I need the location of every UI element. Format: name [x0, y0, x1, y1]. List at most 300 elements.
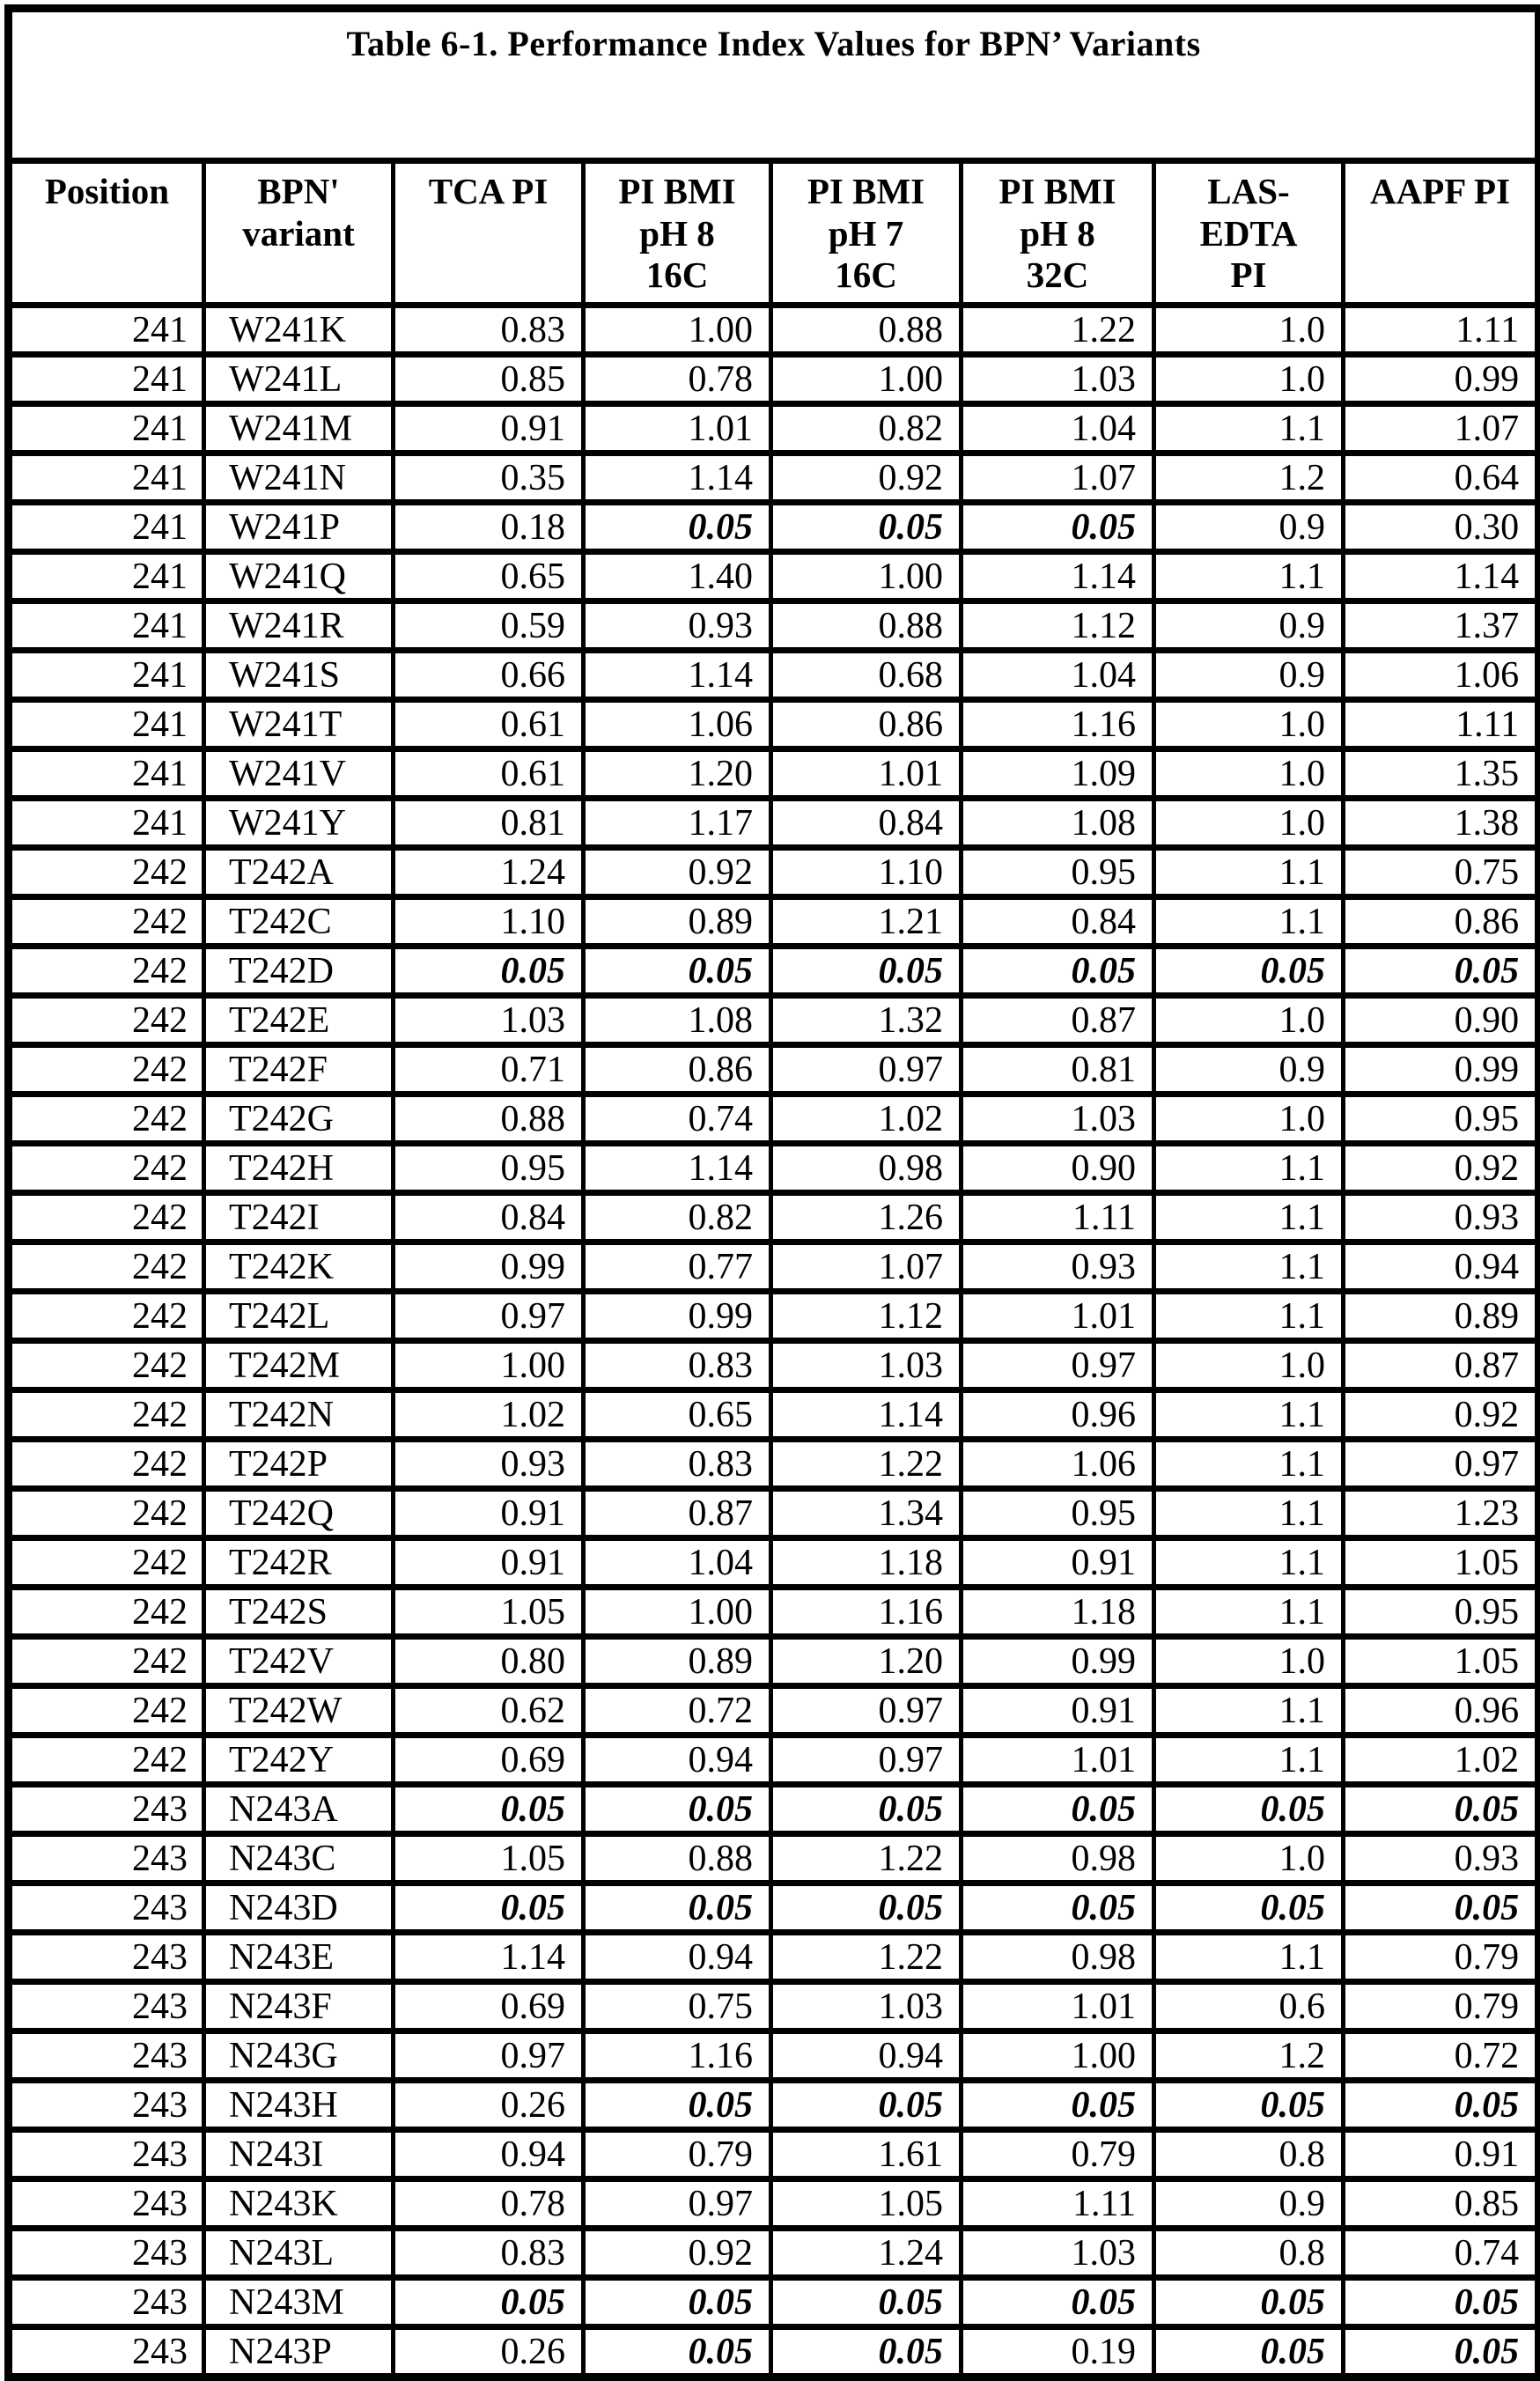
- variant-cell: W241Q: [204, 552, 394, 601]
- column-header-line: PI BMI: [618, 171, 736, 211]
- value-cell-pi-bmi-ph8-16c: 0.74: [584, 1095, 771, 1144]
- value-cell-tca-pi: 0.97: [394, 2031, 584, 2081]
- value-cell-pi-bmi-ph7-16c: 0.98: [771, 1144, 962, 1193]
- value-cell-pi-bmi-ph8-32c: 1.11: [962, 1193, 1154, 1242]
- value-cell-pi-bmi-ph8-32c: 1.01: [962, 1292, 1154, 1341]
- value-cell-pi-bmi-ph8-16c: 0.88: [584, 1834, 771, 1883]
- value-cell-tca-pi: 0.35: [394, 453, 584, 503]
- value-cell-pi-bmi-ph8-32c: 1.01: [962, 1736, 1154, 1785]
- variant-cell: N243E: [204, 1933, 394, 1982]
- table-row-T242P: [9, 1440, 1539, 1489]
- variant-cell: T242I: [204, 1193, 394, 1242]
- value-cell-aapf-pi: 1.07: [1344, 404, 1539, 453]
- value-cell-pi-bmi-ph8-32c: 1.09: [962, 749, 1154, 799]
- value-cell-aapf-pi: 1.06: [1344, 651, 1539, 700]
- value-cell-las-edta-pi: 1.1: [1154, 1588, 1344, 1637]
- column-header-aapf-pi: [1344, 161, 1539, 306]
- value-cell-aapf-pi: 0.87: [1344, 1341, 1539, 1390]
- column-header-line: 16C: [835, 254, 897, 296]
- column-header-line: PI BMI: [807, 171, 925, 211]
- table-row-N243I: [9, 2130, 1539, 2179]
- value-cell-aapf-pi: 0.89: [1344, 1292, 1539, 1341]
- value-cell-pi-bmi-ph8-32c: 1.11: [962, 2179, 1154, 2229]
- position-cell: 242: [9, 1045, 204, 1095]
- column-header-line: variant: [242, 212, 355, 254]
- column-header-line: AAPF PI: [1370, 171, 1511, 211]
- value-cell-las-edta-pi: 1.0: [1154, 355, 1344, 404]
- variant-cell: T242P: [204, 1440, 394, 1489]
- value-cell-pi-bmi-ph8-16c: 0.79: [584, 2130, 771, 2179]
- value-cell-pi-bmi-ph7-16c: 1.21: [771, 897, 962, 947]
- value-cell-pi-bmi-ph7-16c: 0.05: [771, 1785, 962, 1834]
- table-row-N243C: [9, 1834, 1539, 1883]
- value-cell-pi-bmi-ph7-16c: 1.03: [771, 1341, 962, 1390]
- value-cell-pi-bmi-ph8-32c: 0.79: [962, 2130, 1154, 2179]
- value-cell-las-edta-pi: 0.8: [1154, 2229, 1344, 2278]
- value-cell-aapf-pi: 0.79: [1344, 1933, 1539, 1982]
- value-cell-aapf-pi: 0.64: [1344, 453, 1539, 503]
- variant-cell: N243P: [204, 2327, 394, 2377]
- value-cell-aapf-pi: 1.11: [1344, 700, 1539, 749]
- value-cell-tca-pi: 0.61: [394, 700, 584, 749]
- value-cell-tca-pi: 0.05: [394, 947, 584, 996]
- value-cell-aapf-pi: 0.85: [1344, 2179, 1539, 2229]
- position-cell: 242: [9, 1736, 204, 1785]
- value-cell-pi-bmi-ph8-16c: 1.08: [584, 996, 771, 1045]
- value-cell-pi-bmi-ph7-16c: 1.14: [771, 1390, 962, 1440]
- value-cell-pi-bmi-ph8-32c: 0.90: [962, 1144, 1154, 1193]
- table-row-T242G: [9, 1095, 1539, 1144]
- value-cell-pi-bmi-ph7-16c: 0.05: [771, 947, 962, 996]
- value-cell-aapf-pi: 0.05: [1344, 1785, 1539, 1834]
- position-cell: 241: [9, 503, 204, 552]
- value-cell-aapf-pi: 0.72: [1344, 2031, 1539, 2081]
- value-cell-las-edta-pi: 1.1: [1154, 1193, 1344, 1242]
- value-cell-las-edta-pi: 1.0: [1154, 1341, 1344, 1390]
- value-cell-pi-bmi-ph8-32c: 0.84: [962, 897, 1154, 947]
- value-cell-aapf-pi: 0.90: [1344, 996, 1539, 1045]
- column-header-las-edta-pi: [1154, 161, 1344, 306]
- position-cell: 242: [9, 1242, 204, 1292]
- value-cell-pi-bmi-ph8-16c: 0.87: [584, 1489, 771, 1538]
- value-cell-pi-bmi-ph7-16c: 0.84: [771, 799, 962, 848]
- value-cell-las-edta-pi: 0.9: [1154, 2179, 1344, 2229]
- value-cell-pi-bmi-ph7-16c: 1.20: [771, 1637, 962, 1686]
- value-cell-las-edta-pi: 1.0: [1154, 1637, 1344, 1686]
- value-cell-tca-pi: 0.93: [394, 1440, 584, 1489]
- value-cell-aapf-pi: 0.93: [1344, 1834, 1539, 1883]
- variant-cell: W241T: [204, 700, 394, 749]
- position-cell: 242: [9, 996, 204, 1045]
- value-cell-pi-bmi-ph7-16c: 0.97: [771, 1045, 962, 1095]
- value-cell-aapf-pi: 0.05: [1344, 2327, 1539, 2377]
- position-cell: 243: [9, 1982, 204, 2031]
- value-cell-las-edta-pi: 0.9: [1154, 651, 1344, 700]
- table-row-W241V: [9, 749, 1539, 799]
- value-cell-pi-bmi-ph8-32c: 0.05: [962, 947, 1154, 996]
- variant-cell: T242H: [204, 1144, 394, 1193]
- table-row-T242K: [9, 1242, 1539, 1292]
- variant-cell: T242K: [204, 1242, 394, 1292]
- variant-cell: T242F: [204, 1045, 394, 1095]
- value-cell-las-edta-pi: 1.1: [1154, 1538, 1344, 1588]
- value-cell-pi-bmi-ph8-32c: 0.05: [962, 1785, 1154, 1834]
- variant-cell: W241K: [204, 306, 394, 355]
- value-cell-pi-bmi-ph8-16c: 0.89: [584, 1637, 771, 1686]
- value-cell-las-edta-pi: 1.1: [1154, 848, 1344, 897]
- variant-cell: T242D: [204, 947, 394, 996]
- variant-cell: T242Y: [204, 1736, 394, 1785]
- value-cell-las-edta-pi: 0.05: [1154, 1785, 1344, 1834]
- table-row-T242I: [9, 1193, 1539, 1242]
- value-cell-pi-bmi-ph7-16c: 1.32: [771, 996, 962, 1045]
- value-cell-pi-bmi-ph7-16c: 1.02: [771, 1095, 962, 1144]
- position-cell: 241: [9, 700, 204, 749]
- value-cell-aapf-pi: 1.11: [1344, 306, 1539, 355]
- value-cell-las-edta-pi: 1.0: [1154, 799, 1344, 848]
- value-cell-pi-bmi-ph8-32c: 1.04: [962, 651, 1154, 700]
- value-cell-aapf-pi: 0.96: [1344, 1686, 1539, 1736]
- table-row-W241K: [9, 306, 1539, 355]
- value-cell-pi-bmi-ph8-16c: 1.06: [584, 700, 771, 749]
- value-cell-pi-bmi-ph8-16c: 1.01: [584, 404, 771, 453]
- table-body: [9, 306, 1539, 2377]
- table-row-W241M: [9, 404, 1539, 453]
- value-cell-las-edta-pi: 0.6: [1154, 1982, 1344, 2031]
- value-cell-pi-bmi-ph8-16c: 1.20: [584, 749, 771, 799]
- value-cell-aapf-pi: 0.94: [1344, 1242, 1539, 1292]
- value-cell-pi-bmi-ph8-32c: 0.81: [962, 1045, 1154, 1095]
- value-cell-tca-pi: 0.62: [394, 1686, 584, 1736]
- value-cell-pi-bmi-ph7-16c: 0.82: [771, 404, 962, 453]
- variant-cell: N243A: [204, 1785, 394, 1834]
- value-cell-las-edta-pi: 0.9: [1154, 503, 1344, 552]
- position-cell: 243: [9, 1834, 204, 1883]
- value-cell-pi-bmi-ph7-16c: 1.05: [771, 2179, 962, 2229]
- value-cell-pi-bmi-ph8-32c: 1.08: [962, 799, 1154, 848]
- position-cell: 242: [9, 1144, 204, 1193]
- value-cell-pi-bmi-ph8-32c: 0.05: [962, 503, 1154, 552]
- value-cell-aapf-pi: 0.99: [1344, 355, 1539, 404]
- column-header-position: [9, 161, 204, 306]
- value-cell-las-edta-pi: 1.1: [1154, 1686, 1344, 1736]
- value-cell-pi-bmi-ph8-16c: 0.99: [584, 1292, 771, 1341]
- value-cell-aapf-pi: 0.91: [1344, 2130, 1539, 2179]
- variant-cell: T242L: [204, 1292, 394, 1341]
- value-cell-aapf-pi: 0.95: [1344, 1095, 1539, 1144]
- table-row-T242H: [9, 1144, 1539, 1193]
- value-cell-pi-bmi-ph7-16c: 0.88: [771, 601, 962, 651]
- variant-cell: N243D: [204, 1883, 394, 1933]
- value-cell-pi-bmi-ph8-32c: 1.16: [962, 700, 1154, 749]
- value-cell-las-edta-pi: 1.0: [1154, 1095, 1344, 1144]
- value-cell-pi-bmi-ph7-16c: 1.00: [771, 355, 962, 404]
- value-cell-pi-bmi-ph8-16c: 0.65: [584, 1390, 771, 1440]
- value-cell-pi-bmi-ph7-16c: 0.92: [771, 453, 962, 503]
- position-cell: 242: [9, 947, 204, 996]
- variant-cell: W241R: [204, 601, 394, 651]
- value-cell-pi-bmi-ph8-16c: 1.00: [584, 306, 771, 355]
- value-cell-tca-pi: 0.85: [394, 355, 584, 404]
- position-cell: 242: [9, 1489, 204, 1538]
- column-header-line: pH 8: [1020, 212, 1095, 254]
- value-cell-tca-pi: 0.81: [394, 799, 584, 848]
- value-cell-aapf-pi: 1.38: [1344, 799, 1539, 848]
- variant-cell: T242W: [204, 1686, 394, 1736]
- value-cell-pi-bmi-ph8-32c: 0.05: [962, 1883, 1154, 1933]
- value-cell-pi-bmi-ph7-16c: 1.34: [771, 1489, 962, 1538]
- value-cell-pi-bmi-ph8-32c: 0.05: [962, 2278, 1154, 2327]
- value-cell-tca-pi: 0.80: [394, 1637, 584, 1686]
- value-cell-aapf-pi: 0.86: [1344, 897, 1539, 947]
- value-cell-tca-pi: 0.66: [394, 651, 584, 700]
- variant-cell: W241S: [204, 651, 394, 700]
- value-cell-tca-pi: 1.05: [394, 1588, 584, 1637]
- variant-cell: N243C: [204, 1834, 394, 1883]
- value-cell-tca-pi: 0.99: [394, 1242, 584, 1292]
- value-cell-pi-bmi-ph8-16c: 0.05: [584, 947, 771, 996]
- variant-cell: W241M: [204, 404, 394, 453]
- table-row-N243F: [9, 1982, 1539, 2031]
- value-cell-pi-bmi-ph8-32c: 0.99: [962, 1637, 1154, 1686]
- value-cell-pi-bmi-ph8-16c: 1.14: [584, 1144, 771, 1193]
- value-cell-pi-bmi-ph7-16c: 0.05: [771, 2278, 962, 2327]
- value-cell-pi-bmi-ph8-32c: 1.03: [962, 2229, 1154, 2278]
- variant-cell: N243F: [204, 1982, 394, 2031]
- table-row-N243D: [9, 1883, 1539, 1933]
- value-cell-pi-bmi-ph7-16c: 0.05: [771, 1883, 962, 1933]
- value-cell-aapf-pi: 1.05: [1344, 1538, 1539, 1588]
- variant-cell: N243I: [204, 2130, 394, 2179]
- value-cell-tca-pi: 1.03: [394, 996, 584, 1045]
- position-cell: 241: [9, 453, 204, 503]
- value-cell-pi-bmi-ph7-16c: 0.68: [771, 651, 962, 700]
- value-cell-tca-pi: 1.24: [394, 848, 584, 897]
- value-cell-aapf-pi: 0.97: [1344, 1440, 1539, 1489]
- value-cell-aapf-pi: 0.92: [1344, 1390, 1539, 1440]
- value-cell-tca-pi: 0.05: [394, 2278, 584, 2327]
- table-row-W241P: [9, 503, 1539, 552]
- value-cell-las-edta-pi: 1.1: [1154, 1390, 1344, 1440]
- value-cell-tca-pi: 1.05: [394, 1834, 584, 1883]
- value-cell-pi-bmi-ph8-16c: 0.05: [584, 2278, 771, 2327]
- table-row-T242A: [9, 848, 1539, 897]
- value-cell-tca-pi: 0.97: [394, 1292, 584, 1341]
- value-cell-pi-bmi-ph8-32c: 1.00: [962, 2031, 1154, 2081]
- value-cell-pi-bmi-ph8-16c: 1.16: [584, 2031, 771, 2081]
- value-cell-pi-bmi-ph7-16c: 1.07: [771, 1242, 962, 1292]
- value-cell-tca-pi: 0.69: [394, 1736, 584, 1785]
- value-cell-aapf-pi: 1.35: [1344, 749, 1539, 799]
- value-cell-aapf-pi: 0.05: [1344, 947, 1539, 996]
- value-cell-pi-bmi-ph8-16c: 0.94: [584, 1736, 771, 1785]
- value-cell-aapf-pi: 0.95: [1344, 1588, 1539, 1637]
- value-cell-las-edta-pi: 1.1: [1154, 1292, 1344, 1341]
- variant-cell: T242A: [204, 848, 394, 897]
- table-title: Table 6-1. Performance Index Values for BPN’ Variants: [9, 9, 1539, 161]
- value-cell-pi-bmi-ph8-16c: 0.94: [584, 1933, 771, 1982]
- table-row-N243E: [9, 1933, 1539, 1982]
- value-cell-pi-bmi-ph8-16c: 0.92: [584, 2229, 771, 2278]
- value-cell-pi-bmi-ph7-16c: 1.22: [771, 1834, 962, 1883]
- variant-cell: T242V: [204, 1637, 394, 1686]
- value-cell-pi-bmi-ph8-32c: 1.03: [962, 355, 1154, 404]
- value-cell-pi-bmi-ph7-16c: 1.18: [771, 1538, 962, 1588]
- value-cell-pi-bmi-ph8-16c: 0.72: [584, 1686, 771, 1736]
- value-cell-pi-bmi-ph8-32c: 1.14: [962, 552, 1154, 601]
- title-row: [9, 9, 1539, 161]
- value-cell-aapf-pi: 0.05: [1344, 1883, 1539, 1933]
- position-cell: 241: [9, 404, 204, 453]
- value-cell-pi-bmi-ph8-32c: 1.04: [962, 404, 1154, 453]
- value-cell-las-edta-pi: 0.05: [1154, 2278, 1344, 2327]
- value-cell-tca-pi: 0.26: [394, 2081, 584, 2130]
- position-cell: 242: [9, 1637, 204, 1686]
- column-header-tca-pi: [394, 161, 584, 306]
- column-header-line: 32C: [1026, 254, 1089, 296]
- position-cell: 243: [9, 1933, 204, 1982]
- value-cell-pi-bmi-ph7-16c: 0.05: [771, 2081, 962, 2130]
- column-header-line: PI: [1230, 254, 1267, 296]
- position-cell: 242: [9, 1193, 204, 1242]
- table-row-T242L: [9, 1292, 1539, 1341]
- column-header-line: LAS-: [1207, 171, 1290, 211]
- value-cell-aapf-pi: 1.37: [1344, 601, 1539, 651]
- position-cell: 242: [9, 1440, 204, 1489]
- column-header-variant: [204, 161, 394, 306]
- variant-cell: W241L: [204, 355, 394, 404]
- value-cell-pi-bmi-ph8-16c: 0.83: [584, 1440, 771, 1489]
- variant-cell: W241N: [204, 453, 394, 503]
- table-row-T242R: [9, 1538, 1539, 1588]
- position-cell: 241: [9, 601, 204, 651]
- value-cell-aapf-pi: 0.05: [1344, 2081, 1539, 2130]
- value-cell-tca-pi: 0.91: [394, 1489, 584, 1538]
- position-cell: 243: [9, 2130, 204, 2179]
- value-cell-pi-bmi-ph8-32c: 0.91: [962, 1686, 1154, 1736]
- value-cell-pi-bmi-ph8-32c: 0.93: [962, 1242, 1154, 1292]
- value-cell-tca-pi: 0.26: [394, 2327, 584, 2377]
- value-cell-pi-bmi-ph8-32c: 0.96: [962, 1390, 1154, 1440]
- value-cell-aapf-pi: 0.99: [1344, 1045, 1539, 1095]
- column-header-line: Position: [44, 171, 170, 211]
- value-cell-las-edta-pi: 0.8: [1154, 2130, 1344, 2179]
- value-cell-pi-bmi-ph8-16c: 0.05: [584, 1785, 771, 1834]
- table-row-W241Y: [9, 799, 1539, 848]
- variant-cell: N243M: [204, 2278, 394, 2327]
- value-cell-tca-pi: 1.02: [394, 1390, 584, 1440]
- value-cell-pi-bmi-ph7-16c: 1.26: [771, 1193, 962, 1242]
- value-cell-las-edta-pi: 1.1: [1154, 404, 1344, 453]
- position-cell: 242: [9, 1588, 204, 1637]
- table-row-N243L: [9, 2229, 1539, 2278]
- variant-cell: N243L: [204, 2229, 394, 2278]
- table-row-W241R: [9, 601, 1539, 651]
- value-cell-las-edta-pi: 1.1: [1154, 897, 1344, 947]
- variant-cell: N243H: [204, 2081, 394, 2130]
- value-cell-las-edta-pi: 0.05: [1154, 2081, 1344, 2130]
- value-cell-tca-pi: 0.94: [394, 2130, 584, 2179]
- value-cell-aapf-pi: 0.93: [1344, 1193, 1539, 1242]
- value-cell-pi-bmi-ph8-16c: 0.93: [584, 601, 771, 651]
- value-cell-aapf-pi: 0.30: [1344, 503, 1539, 552]
- variant-cell: W241Y: [204, 799, 394, 848]
- table-row-N243K: [9, 2179, 1539, 2229]
- value-cell-pi-bmi-ph7-16c: 0.97: [771, 1686, 962, 1736]
- value-cell-pi-bmi-ph8-32c: 0.87: [962, 996, 1154, 1045]
- value-cell-pi-bmi-ph7-16c: 1.03: [771, 1982, 962, 2031]
- value-cell-pi-bmi-ph8-16c: 1.04: [584, 1538, 771, 1588]
- table-row-W241L: [9, 355, 1539, 404]
- value-cell-pi-bmi-ph7-16c: 1.12: [771, 1292, 962, 1341]
- position-cell: 243: [9, 2278, 204, 2327]
- value-cell-pi-bmi-ph8-32c: 0.05: [962, 2081, 1154, 2130]
- value-cell-pi-bmi-ph8-32c: 1.03: [962, 1095, 1154, 1144]
- table-row-T242F: [9, 1045, 1539, 1095]
- value-cell-pi-bmi-ph7-16c: 0.05: [771, 503, 962, 552]
- value-cell-pi-bmi-ph8-16c: 0.05: [584, 503, 771, 552]
- value-cell-pi-bmi-ph7-16c: 0.97: [771, 1736, 962, 1785]
- column-header-line: 16C: [645, 254, 709, 296]
- value-cell-pi-bmi-ph8-32c: 1.06: [962, 1440, 1154, 1489]
- table-row-N243H: [9, 2081, 1539, 2130]
- value-cell-tca-pi: 0.05: [394, 1883, 584, 1933]
- position-cell: 241: [9, 799, 204, 848]
- value-cell-pi-bmi-ph8-16c: 1.14: [584, 453, 771, 503]
- position-cell: 241: [9, 749, 204, 799]
- value-cell-las-edta-pi: 1.1: [1154, 1736, 1344, 1785]
- value-cell-pi-bmi-ph8-32c: 0.95: [962, 1489, 1154, 1538]
- column-header-line: EDTA: [1199, 212, 1298, 254]
- value-cell-aapf-pi: 0.74: [1344, 2229, 1539, 2278]
- position-cell: 241: [9, 306, 204, 355]
- value-cell-las-edta-pi: 0.9: [1154, 1045, 1344, 1095]
- value-cell-pi-bmi-ph8-16c: 0.05: [584, 2081, 771, 2130]
- value-cell-pi-bmi-ph8-16c: 0.05: [584, 2327, 771, 2377]
- value-cell-las-edta-pi: 0.9: [1154, 601, 1344, 651]
- table-row-N243M: [9, 2278, 1539, 2327]
- variant-cell: T242R: [204, 1538, 394, 1588]
- column-header-line: pH 7: [828, 212, 904, 254]
- value-cell-pi-bmi-ph8-32c: 0.98: [962, 1834, 1154, 1883]
- value-cell-pi-bmi-ph7-16c: 1.01: [771, 749, 962, 799]
- value-cell-pi-bmi-ph8-32c: 1.22: [962, 306, 1154, 355]
- value-cell-las-edta-pi: 1.0: [1154, 749, 1344, 799]
- value-cell-las-edta-pi: 1.1: [1154, 552, 1344, 601]
- table-row-T242N: [9, 1390, 1539, 1440]
- value-cell-aapf-pi: 0.75: [1344, 848, 1539, 897]
- table-row-T242E: [9, 996, 1539, 1045]
- value-cell-las-edta-pi: 1.1: [1154, 1440, 1344, 1489]
- value-cell-tca-pi: 0.61: [394, 749, 584, 799]
- position-cell: 243: [9, 1883, 204, 1933]
- table-row-T242W: [9, 1686, 1539, 1736]
- value-cell-tca-pi: 1.00: [394, 1341, 584, 1390]
- position-cell: 241: [9, 651, 204, 700]
- value-cell-pi-bmi-ph8-16c: 1.40: [584, 552, 771, 601]
- position-cell: 243: [9, 1785, 204, 1834]
- position-cell: 243: [9, 2229, 204, 2278]
- value-cell-pi-bmi-ph8-16c: 0.78: [584, 355, 771, 404]
- variant-cell: N243G: [204, 2031, 394, 2081]
- value-cell-pi-bmi-ph8-32c: 0.91: [962, 1538, 1154, 1588]
- table-row-T242Q: [9, 1489, 1539, 1538]
- value-cell-las-edta-pi: 1.1: [1154, 1144, 1344, 1193]
- value-cell-pi-bmi-ph8-32c: 0.19: [962, 2327, 1154, 2377]
- value-cell-pi-bmi-ph8-32c: 0.97: [962, 1341, 1154, 1390]
- value-cell-pi-bmi-ph7-16c: 1.10: [771, 848, 962, 897]
- value-cell-las-edta-pi: 1.0: [1154, 306, 1344, 355]
